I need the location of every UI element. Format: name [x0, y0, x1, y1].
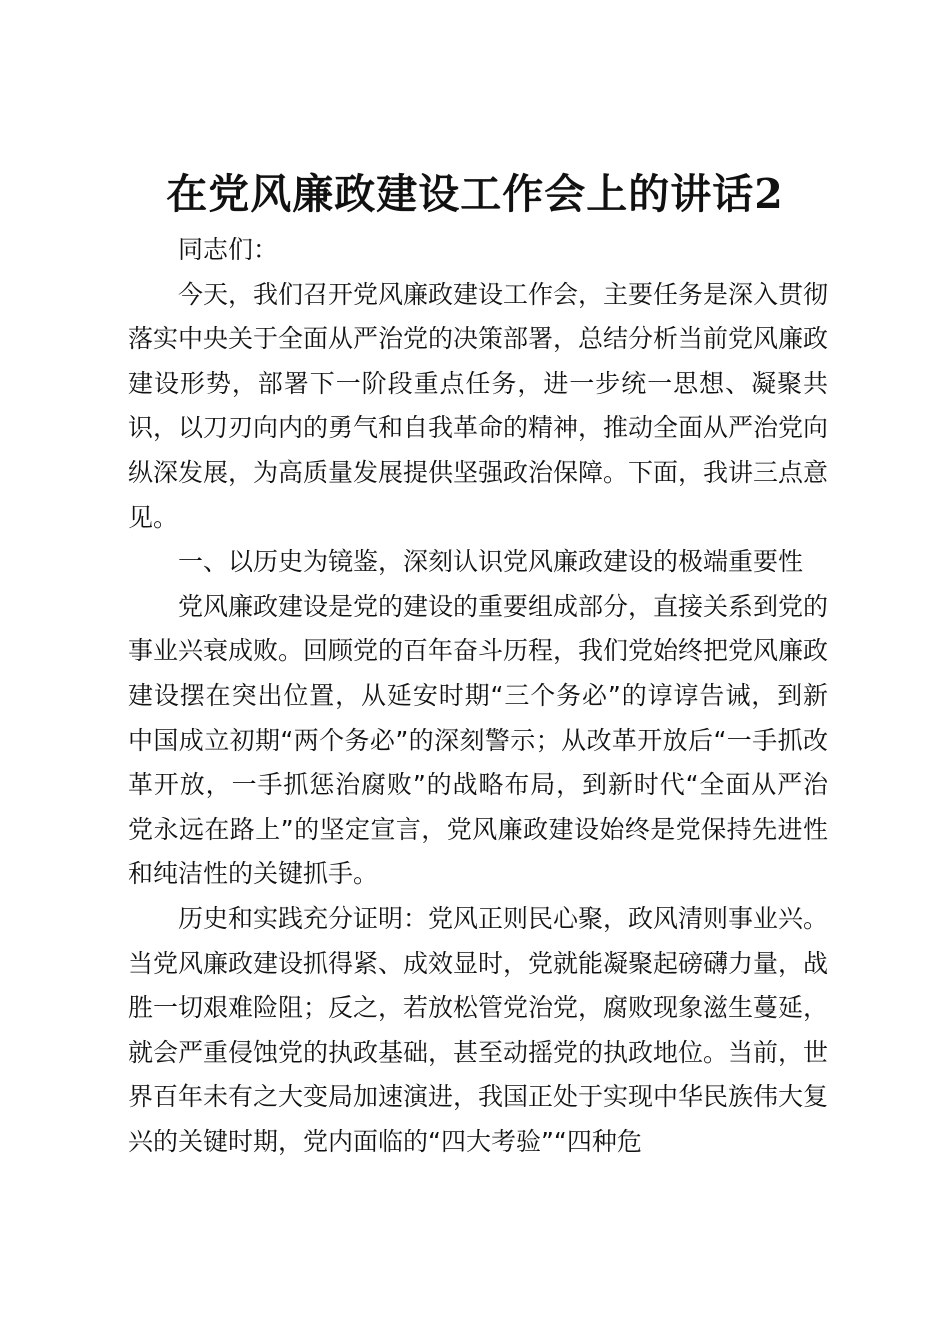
section-heading: 一、以历史为镜鉴，深刻认识党风廉政建设的极端重要性 — [178, 547, 804, 577]
document-body — [128, 228, 828, 1164]
intro-paragraph: 今天，我们召开党风廉政建设工作会，主要任务是深入贯彻落实中央关于全面从严治党的决策部署，总结分析当前党风廉政建设形势，部署下一阶段重点任务，进一步统一思想、凝聚共识，以刀刃向内的勇气和自我革命的精神，推动全面从严治党向纵深发展，为高质量发展提供坚强政治保障。下面，我讲三点意见。 — [128, 279, 829, 532]
section-paragraph: 党风廉政建设是党的建设的重要组成部分，直接关系到党的事业兴衰成败。回顾党的百年奋斗历程，我们党始终把党风廉政建设摆在突出位置，从延安时期“三个务必”的谆谆告诫，到新中国成立初期“两个务必”的深刻警示；从改革开放后“一手抓改革开放，一手抓惩治腐败”的战略布局，到新时代“全面从严治党永远在路上”的坚定宣言，党风廉政建设始终是党保持先进性和纯洁性的关键抓手。 — [128, 591, 829, 889]
document-title: 在党风廉政建设工作会上的讲话2 — [166, 170, 784, 218]
section-paragraph: 历史和实践充分证明：党风正则民心聚，政风清则事业兴。当党风廉政建设抓得紧、成效显时，党就能凝聚起磅礴力量，战胜一切艰难险阻；反之，若放松管党治党，腐败现象滋生蔓延，就会严重侵蚀党的执政基础，甚至动摇党的执政地位。当前，世界百年未有之大变局加速演进，我国正处于实现中华民族伟大复兴的关键时期，党内面临的“四大考验”“四种危 — [128, 903, 829, 1156]
salutation: 同志们： — [178, 235, 279, 264]
